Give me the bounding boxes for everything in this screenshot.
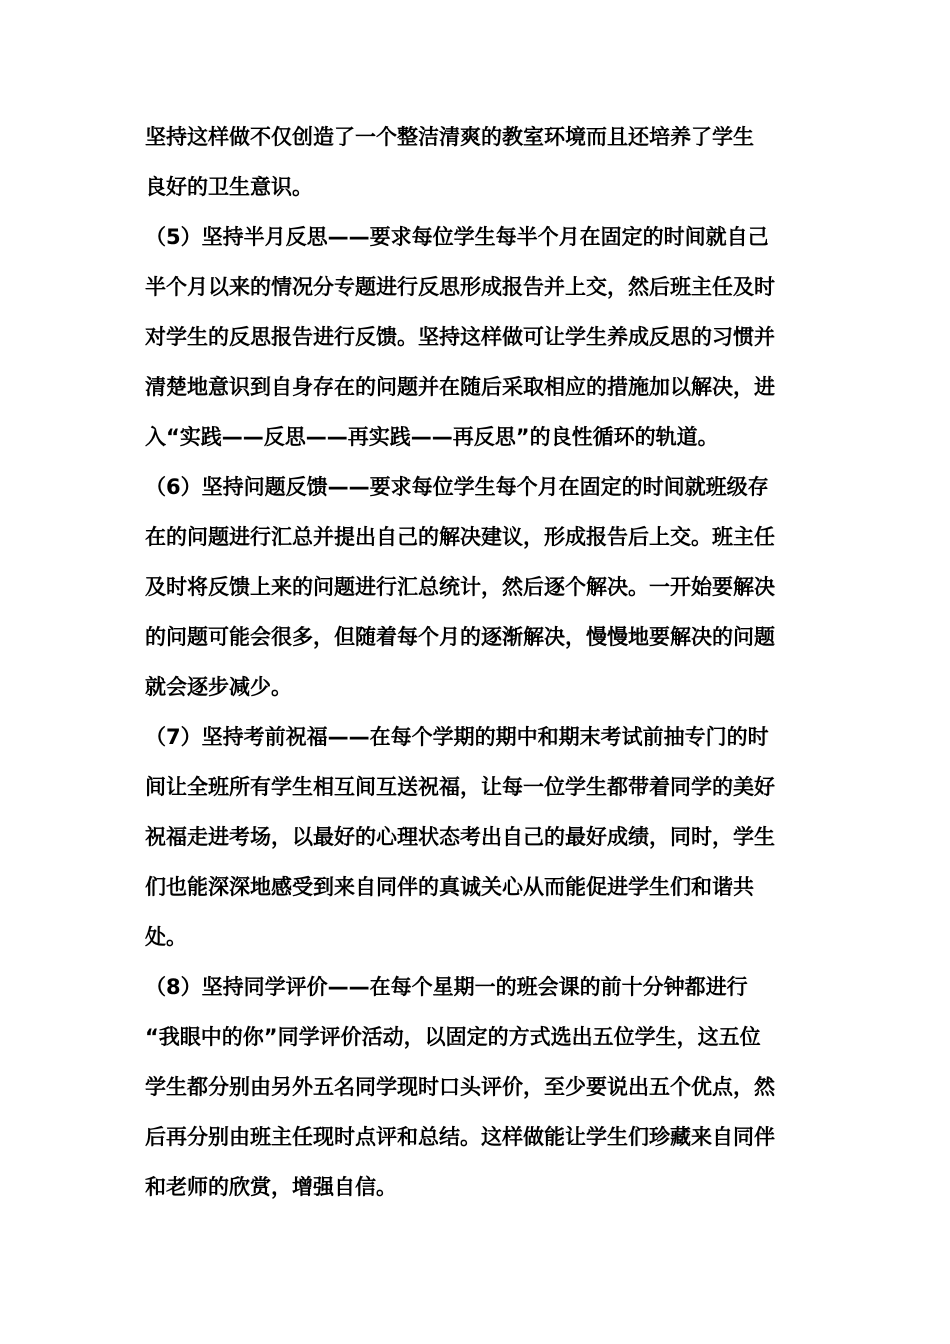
text-line: 处。	[145, 925, 187, 949]
text-line: （5）坚持半月反思——要求每位学生每半个月在固定的时间就自己	[145, 225, 769, 249]
text-line: 们也能深深地感受到来自同伴的真诚关心从而能促进学生们和谐共	[145, 875, 754, 899]
text-line: （7）坚持考前祝福——在每个学期的期中和期末考试前抽专门的时	[145, 725, 769, 749]
text-line: 入“实践——反思——再实践——再反思”的良性循环的轨道。	[145, 425, 719, 449]
text-line: 后再分别由班主任现时点评和总结。这样做能让学生们珍藏来自同伴	[145, 1125, 775, 1149]
text-line: （6）坚持问题反馈——要求每位学生每个月在固定的时间就班级存	[145, 475, 769, 499]
text-line: 坚持这样做不仅创造了一个整洁清爽的教室环境而且还培养了学生	[145, 125, 754, 149]
text-line: 间让全班所有学生相互间互送祝福，让每一位学生都带着同学的美好	[145, 775, 775, 799]
text-line: 就会逐步减少。	[145, 675, 292, 699]
text-line: 和老师的欣赏，增强自信。	[145, 1175, 397, 1199]
text-line: 对学生的反思报告进行反馈。坚持这样做可让学生养成反思的习惯并	[145, 325, 775, 349]
text-line: 在的问题进行汇总并提出自己的解决建议，形成报告后上交。班主任	[145, 525, 775, 549]
text-line: “我眼中的你”同学评价活动，以固定的方式选出五位学生，这五位	[145, 1025, 761, 1049]
text-line: 学生都分别由另外五名同学现时口头评价，至少要说出五个优点，然	[145, 1075, 775, 1099]
text-line: 清楚地意识到自身存在的问题并在随后采取相应的措施加以解决，进	[145, 375, 775, 399]
text-line: 良好的卫生意识。	[145, 175, 313, 199]
text-line: （8）坚持同学评价——在每个星期一的班会课的前十分钟都进行	[145, 975, 748, 999]
text-line: 半个月以来的情况分专题进行反思形成报告并上交，然后班主任及时	[145, 275, 775, 299]
document-body	[145, 112, 815, 1212]
text-line: 的问题可能会很多，但随着每个月的逐渐解决，慢慢地要解决的问题	[145, 625, 775, 649]
text-line: 及时将反馈上来的问题进行汇总统计，然后逐个解决。一开始要解决	[145, 575, 775, 599]
text-line: 祝福走进考场，以最好的心理状态考出自己的最好成绩，同时，学生	[145, 825, 775, 849]
